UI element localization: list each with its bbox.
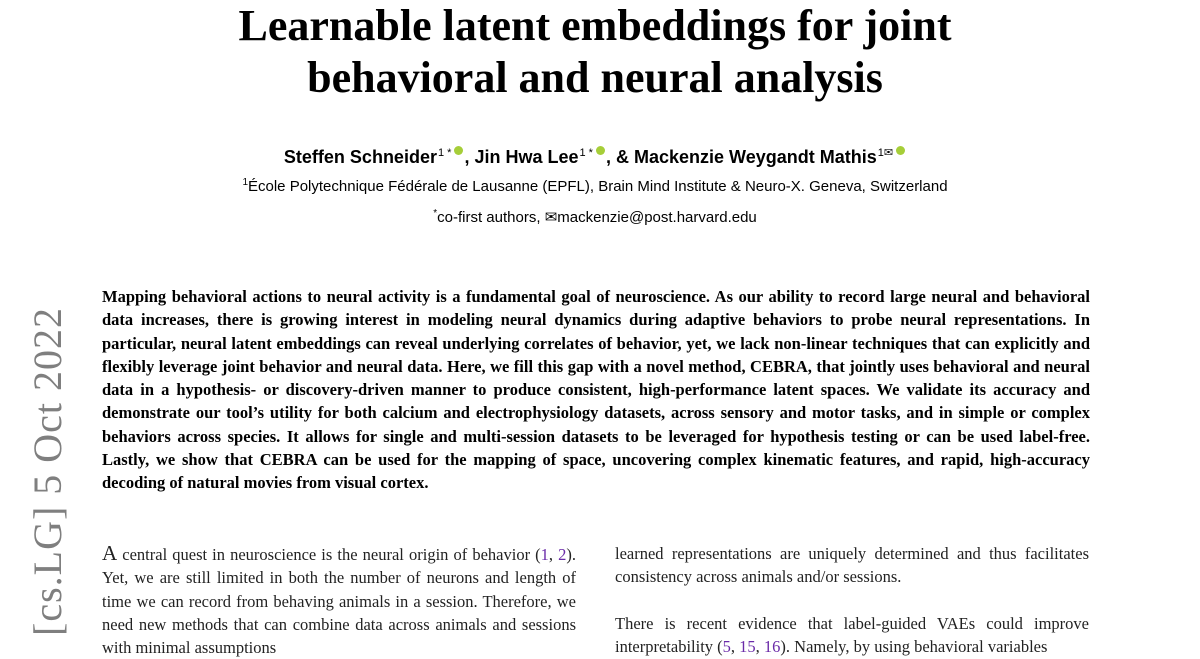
- body-text: central quest in neuroscience is the neural origin of behavior (: [117, 545, 541, 564]
- body-text: ). Namely, by using behavioral variables: [780, 636, 1048, 656]
- orcid-icon[interactable]: [596, 146, 605, 155]
- citation-separator: ,: [755, 636, 764, 656]
- citation-link[interactable]: 5: [722, 636, 731, 656]
- citation-separator: ,: [548, 545, 559, 564]
- author-separator: , &: [605, 147, 634, 167]
- body-text: There is recent evidence that label-guided VAEs could improve interpretability (: [615, 613, 1089, 656]
- orcid-icon[interactable]: [454, 146, 463, 155]
- author-affil-mark: 1 *: [579, 147, 593, 159]
- citation-link[interactable]: 2: [558, 545, 567, 564]
- paper-title: [0, 0, 1190, 104]
- affiliation-text: École Polytechnique Fédérale de Lausanne (EPFL), Brain Mind Institute & Neuro-X. Geneva, Switzerland: [248, 178, 948, 195]
- footnote-text: co-first authors,: [437, 209, 545, 226]
- arxiv-sidebar-stamp: [cs.LG] 5 Oct 2022: [25, 306, 70, 636]
- orcid-icon[interactable]: [896, 146, 905, 155]
- drop-cap: A: [102, 541, 118, 565]
- author-separator: ,: [464, 147, 475, 167]
- affiliation-mark: 1: [242, 177, 248, 188]
- author-affil-mark: 1: [877, 147, 884, 159]
- author-affil-mark: 1 *: [437, 147, 452, 159]
- body-column-left: [102, 542, 576, 659]
- title-line-1: Learnable latent embeddings for joint: [238, 1, 952, 50]
- body-column-right: [615, 542, 1089, 658]
- contact-email[interactable]: mackenzie@post.harvard.edu: [557, 209, 757, 226]
- envelope-icon: ✉: [544, 209, 558, 226]
- body-paragraph: learned representations are uniquely determined and thus facilitates consistency across animals and/or sessions.: [615, 544, 1089, 587]
- citation-separator: ,: [730, 636, 740, 656]
- envelope-icon: ✉: [883, 147, 894, 159]
- footnote-mark: *: [433, 208, 438, 219]
- author-name: Jin Hwa Lee: [474, 147, 579, 167]
- body-text: ). Yet, we are still limited in both the number of neurons and length of time we can record from behaving animals in a session. Therefore, we need new methods that can combine data across animals and sessions with minimal assumptions: [102, 545, 577, 658]
- author-name: Mackenzie Weygandt Mathis: [633, 147, 877, 167]
- abstract: Mapping behavioral actions to neural activity is a fundamental goal of neuroscience. As our ability to record large neural and behavioral data increases, there is growing interest in modeling neural dynamics during adaptive behaviors to probe neural representations. In particular, neural latent embeddings can reveal underlying correlates of behavior, yet, we lack non-linear techniques that can explicitly and flexibly leverage joint behavior and neural data. Here, we fill this gap with a novel method, CEBRA, that jointly uses behavioral and neural data in a hypothesis- or discovery-driven manner to produce consistent, high-performance latent spaces. We validate its accuracy and demonstrate our tool’s utility for both calcium and electrophysiology datasets, across sensory and motor tasks, and in simple or complex behaviors across species. It allows for single and multi-session datasets to be leveraged for hypothesis testing or can be used label-free. Lastly, we show that CEBRA can be used for the mapping of space, uncovering complex kinematic features, and rapid, high-accuracy decoding of natural movies from visual cortex.: [102, 287, 1090, 493]
- author-list: [0, 141, 1190, 169]
- citation-link[interactable]: 1: [540, 545, 549, 564]
- body-paragraph: [615, 612, 1089, 659]
- author-name: Steffen Schneider: [283, 147, 437, 167]
- paragraph-gap: [615, 589, 1089, 612]
- author-footnote: [0, 204, 1190, 228]
- citation-link[interactable]: 15: [739, 636, 756, 656]
- affiliation: [0, 173, 1190, 197]
- title-line-2: behavioral and neural analysis: [307, 53, 883, 102]
- citation-link[interactable]: 16: [763, 636, 781, 656]
